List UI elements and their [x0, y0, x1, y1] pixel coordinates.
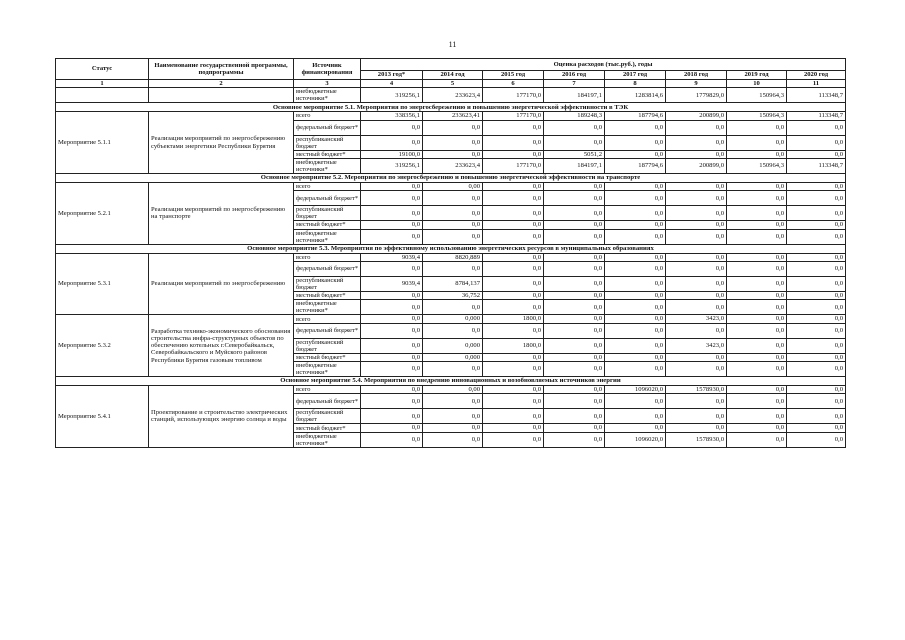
value-cell: 9039,4: [361, 276, 423, 291]
value-cell: 0,0: [361, 409, 423, 424]
value-cell: 0,0: [605, 424, 666, 432]
source-cell: республиканский бюджет: [294, 276, 361, 291]
value-cell: 0,0: [727, 300, 787, 315]
value-cell: 0,0: [605, 353, 666, 361]
value-cell: 0,0: [544, 432, 605, 447]
value-cell: 150964,3: [727, 158, 787, 173]
value-cell: 0,0: [423, 261, 483, 276]
value-cell: 0,0: [361, 432, 423, 447]
name-cell: Реализация мероприятий по энергосбережению на транспорте: [149, 183, 294, 245]
value-cell: 0,0: [361, 338, 423, 353]
column-number: 2: [149, 80, 294, 88]
value-cell: 0,0: [544, 261, 605, 276]
value-cell: 0,000: [423, 315, 483, 323]
value-cell: 113348,7: [787, 112, 846, 120]
value-cell: 0,0: [361, 183, 423, 191]
value-cell: 0,0: [483, 300, 544, 315]
value-cell: 0,0: [483, 221, 544, 229]
column-number: 3: [294, 80, 361, 88]
section-title: Основное мероприятие 5.4. Мероприятия по внедрению инновационных и возобновляемых источников энергии: [56, 377, 846, 386]
value-cell: 0,0: [605, 150, 666, 158]
value-cell: 0,0: [666, 183, 727, 191]
value-cell: 0,0: [666, 221, 727, 229]
value-cell: 233623,41: [423, 112, 483, 120]
value-cell: 0,0: [361, 323, 423, 338]
value-cell: 8784,137: [423, 276, 483, 291]
status-cell: [56, 88, 149, 103]
table-body: [56, 59, 846, 448]
value-cell: 0,0: [544, 353, 605, 361]
column-number: 10: [727, 80, 787, 88]
value-cell: 0,0: [483, 353, 544, 361]
value-cell: 0,0: [544, 300, 605, 315]
value-cell: 0,0: [787, 253, 846, 261]
value-cell: 8820,889: [423, 253, 483, 261]
value-cell: 0,0: [727, 338, 787, 353]
header-program-name: Наименование государственной программы, подпрограммы: [149, 59, 294, 80]
value-cell: 0,0: [787, 424, 846, 432]
value-cell: 1800,0: [483, 315, 544, 323]
source-cell: всего: [294, 253, 361, 261]
value-cell: 0,0: [423, 323, 483, 338]
column-number: 1: [56, 80, 149, 88]
source-cell: всего: [294, 386, 361, 394]
value-cell: 0,0: [666, 323, 727, 338]
value-cell: 0,0: [423, 135, 483, 150]
value-cell: 0,0: [666, 276, 727, 291]
name-cell: Реализация мероприятий по энергосбережению: [149, 253, 294, 315]
page-number: 11: [448, 40, 457, 49]
value-cell: 0,0: [727, 315, 787, 323]
value-cell: 0,0: [361, 315, 423, 323]
value-cell: 0,0: [727, 150, 787, 158]
value-cell: 0,0: [423, 409, 483, 424]
value-cell: 0,0: [544, 253, 605, 261]
value-cell: 177170,0: [483, 158, 544, 173]
value-cell: 0,0: [423, 394, 483, 409]
value-cell: 0,0: [605, 276, 666, 291]
value-cell: 113348,7: [787, 88, 846, 103]
value-cell: 189248,3: [544, 112, 605, 120]
value-cell: 184197,1: [544, 158, 605, 173]
value-cell: 0,0: [483, 323, 544, 338]
value-cell: 0,0: [605, 183, 666, 191]
name-cell: Проектирование и строительство электрических станций, использующих энергию солнца и воды: [149, 386, 294, 448]
value-cell: 0,0: [787, 386, 846, 394]
table-row: [56, 88, 846, 103]
value-cell: 0,0: [544, 394, 605, 409]
table-row: [56, 183, 846, 191]
value-cell: 0,0: [605, 120, 666, 135]
column-number: 4: [361, 80, 423, 88]
value-cell: 0,0: [483, 206, 544, 221]
status-cell: Мероприятие 5.4.1: [56, 386, 149, 448]
source-cell: местный бюджет*: [294, 221, 361, 229]
value-cell: 0,0: [544, 229, 605, 244]
value-cell: 0,0: [787, 362, 846, 377]
section-row: [56, 103, 846, 112]
value-cell: 0,0: [361, 386, 423, 394]
value-cell: 0,0: [544, 424, 605, 432]
section-title: Основное мероприятие 5.2. Мероприятия по энергосбережению и повышению энергетической эффективности на транспорте: [56, 174, 846, 183]
value-cell: 0,0: [483, 120, 544, 135]
column-number: 11: [787, 80, 846, 88]
value-cell: 0,0: [666, 206, 727, 221]
value-cell: 0,0: [483, 135, 544, 150]
value-cell: 0,0: [605, 394, 666, 409]
value-cell: 0,0: [605, 221, 666, 229]
name-cell: Разработка технико-экономического обоснования строительства инфра-структурных объектов по обеспечению котельных г.Северобайкальск, Северобайкальского и Муйского районов Республики Бурятия газовым топливом: [149, 315, 294, 377]
value-cell: 0,0: [727, 191, 787, 206]
value-cell: 0,0: [544, 362, 605, 377]
value-cell: 0,0: [787, 191, 846, 206]
value-cell: 0,0: [605, 292, 666, 300]
source-cell: всего: [294, 112, 361, 120]
value-cell: 0,0: [666, 292, 727, 300]
source-cell: федеральный бюджет*: [294, 261, 361, 276]
value-cell: 0,0: [727, 221, 787, 229]
value-cell: 0,0: [361, 206, 423, 221]
value-cell: 0,0: [727, 229, 787, 244]
value-cell: 0,0: [361, 424, 423, 432]
value-cell: 0,0: [544, 338, 605, 353]
value-cell: 1779829,0: [666, 88, 727, 103]
value-cell: 36,752: [423, 292, 483, 300]
value-cell: 0,0: [727, 206, 787, 221]
expenditure-table: [55, 58, 846, 448]
value-cell: 0,0: [787, 300, 846, 315]
value-cell: 0,0: [605, 229, 666, 244]
value-cell: 0,0: [544, 183, 605, 191]
value-cell: 0,0: [787, 353, 846, 361]
column-number: 6: [483, 80, 544, 88]
value-cell: 233623,4: [423, 88, 483, 103]
value-cell: 1096020,0: [605, 386, 666, 394]
source-cell: внебюджетные источники*: [294, 229, 361, 244]
name-cell: Реализация мероприятий по энергосбережению субъектами энергетики Республики Бурятия: [149, 112, 294, 174]
value-cell: 0,0: [727, 409, 787, 424]
value-cell: 0,0: [727, 353, 787, 361]
value-cell: 0,0: [483, 292, 544, 300]
value-cell: 0,0: [787, 150, 846, 158]
value-cell: 0,0: [483, 150, 544, 158]
value-cell: 0,0: [727, 386, 787, 394]
value-cell: 0,0: [361, 135, 423, 150]
value-cell: 0,0: [666, 150, 727, 158]
value-cell: 0,0: [483, 362, 544, 377]
value-cell: 0,0: [787, 229, 846, 244]
status-cell: Мероприятие 5.3.1: [56, 253, 149, 315]
value-cell: 1578930,0: [666, 386, 727, 394]
value-cell: 0,0: [423, 221, 483, 229]
source-cell: внебюджетные источники*: [294, 362, 361, 377]
value-cell: 0,0: [605, 323, 666, 338]
value-cell: 319256,1: [361, 158, 423, 173]
column-number-row: [56, 80, 846, 88]
value-cell: 0,0: [727, 432, 787, 447]
value-cell: 0,0: [787, 292, 846, 300]
header-estimate: Оценка расходов (тыс.руб.), годы: [361, 59, 846, 71]
source-cell: внебюджетные источники*: [294, 158, 361, 173]
value-cell: 0,0: [727, 183, 787, 191]
source-cell: местный бюджет*: [294, 150, 361, 158]
value-cell: 0,00: [423, 183, 483, 191]
value-cell: 0,0: [544, 135, 605, 150]
value-cell: 0,0: [544, 276, 605, 291]
value-cell: 0,0: [727, 362, 787, 377]
value-cell: 0,0: [544, 292, 605, 300]
year-header: 2015 год: [483, 71, 544, 80]
value-cell: 0,0: [423, 206, 483, 221]
source-cell: местный бюджет*: [294, 424, 361, 432]
value-cell: 0,0: [483, 183, 544, 191]
value-cell: 0,0: [544, 120, 605, 135]
source-cell: республиканский бюджет: [294, 338, 361, 353]
value-cell: 0,0: [787, 120, 846, 135]
value-cell: 0,0: [483, 229, 544, 244]
value-cell: 0,0: [787, 135, 846, 150]
source-cell: внебюджетные источники*: [294, 300, 361, 315]
value-cell: 0,0: [666, 394, 727, 409]
value-cell: 0,0: [605, 315, 666, 323]
value-cell: 0,000: [423, 338, 483, 353]
value-cell: 0,0: [483, 261, 544, 276]
header-status: Статус: [56, 59, 149, 80]
value-cell: 0,0: [787, 432, 846, 447]
value-cell: 0,0: [361, 353, 423, 361]
value-cell: 0,0: [483, 409, 544, 424]
status-cell: Мероприятие 5.3.2: [56, 315, 149, 377]
year-header: 2014 год: [423, 71, 483, 80]
column-number: 5: [423, 80, 483, 88]
name-cell: [149, 88, 294, 103]
value-cell: 0,0: [423, 432, 483, 447]
value-cell: 0,0: [361, 191, 423, 206]
value-cell: 3423,0: [666, 315, 727, 323]
value-cell: 0,0: [361, 221, 423, 229]
value-cell: 0,0: [605, 362, 666, 377]
header-row: [56, 59, 846, 71]
year-header: 2016 год: [544, 71, 605, 80]
value-cell: 0,0: [483, 386, 544, 394]
column-number: 7: [544, 80, 605, 88]
value-cell: 0,0: [666, 353, 727, 361]
value-cell: 0,0: [483, 276, 544, 291]
source-cell: республиканский бюджет: [294, 135, 361, 150]
value-cell: 187794,6: [605, 112, 666, 120]
value-cell: 0,0: [727, 394, 787, 409]
value-cell: 0,0: [727, 276, 787, 291]
table-row: [56, 315, 846, 323]
value-cell: 0,0: [787, 206, 846, 221]
value-cell: 0,0: [544, 221, 605, 229]
value-cell: 187794,6: [605, 158, 666, 173]
value-cell: 0,0: [787, 276, 846, 291]
year-header: 2017 год: [605, 71, 666, 80]
value-cell: 0,0: [787, 183, 846, 191]
value-cell: 113348,7: [787, 158, 846, 173]
value-cell: 0,00: [423, 386, 483, 394]
value-cell: 0,0: [483, 394, 544, 409]
value-cell: 0,0: [361, 229, 423, 244]
value-cell: 5051,2: [544, 150, 605, 158]
value-cell: 0,0: [361, 292, 423, 300]
value-cell: 0,0: [666, 229, 727, 244]
value-cell: 0,0: [483, 253, 544, 261]
section-title: Основное мероприятие 5.3. Мероприятия по эффективному использованию энергетических ресурсов в муниципальных образованиях: [56, 244, 846, 253]
year-header: 2020 год: [787, 71, 846, 80]
value-cell: 338356,1: [361, 112, 423, 120]
value-cell: 0,0: [666, 135, 727, 150]
value-cell: 184197,1: [544, 88, 605, 103]
value-cell: 0,0: [423, 191, 483, 206]
value-cell: 0,0: [423, 120, 483, 135]
source-cell: федеральный бюджет*: [294, 120, 361, 135]
value-cell: 0,0: [666, 120, 727, 135]
value-cell: 1800,0: [483, 338, 544, 353]
value-cell: 0,000: [423, 353, 483, 361]
section-row: [56, 244, 846, 253]
value-cell: 150964,3: [727, 88, 787, 103]
source-cell: федеральный бюджет*: [294, 191, 361, 206]
value-cell: 0,0: [787, 315, 846, 323]
table-row: [56, 112, 846, 120]
table-row: [56, 386, 846, 394]
value-cell: 0,0: [423, 362, 483, 377]
value-cell: 0,0: [666, 191, 727, 206]
value-cell: 0,0: [666, 362, 727, 377]
value-cell: 0,0: [605, 135, 666, 150]
value-cell: 200899,0: [666, 158, 727, 173]
value-cell: 0,0: [787, 338, 846, 353]
value-cell: 177170,0: [483, 112, 544, 120]
value-cell: 0,0: [544, 315, 605, 323]
value-cell: 1578930,0: [666, 432, 727, 447]
value-cell: 0,0: [544, 191, 605, 206]
source-cell: республиканский бюджет: [294, 409, 361, 424]
status-cell: Мероприятие 5.2.1: [56, 183, 149, 245]
value-cell: 0,0: [361, 362, 423, 377]
value-cell: 0,0: [666, 300, 727, 315]
source-cell: федеральный бюджет*: [294, 323, 361, 338]
value-cell: 0,0: [361, 300, 423, 315]
value-cell: 3423,0: [666, 338, 727, 353]
value-cell: 0,0: [727, 424, 787, 432]
value-cell: 150964,3: [727, 112, 787, 120]
value-cell: 0,0: [361, 261, 423, 276]
table-row: [56, 253, 846, 261]
value-cell: 1096020,0: [605, 432, 666, 447]
source-cell: федеральный бюджет*: [294, 394, 361, 409]
value-cell: 0,0: [423, 300, 483, 315]
value-cell: 0,0: [666, 424, 727, 432]
value-cell: 0,0: [727, 253, 787, 261]
value-cell: 0,0: [727, 120, 787, 135]
source-cell: местный бюджет*: [294, 353, 361, 361]
value-cell: 0,0: [605, 206, 666, 221]
value-cell: 0,0: [544, 386, 605, 394]
value-cell: 0,0: [787, 394, 846, 409]
value-cell: 0,0: [787, 221, 846, 229]
value-cell: 0,0: [605, 409, 666, 424]
value-cell: 0,0: [361, 120, 423, 135]
section-title: Основное мероприятие 5.1. Мероприятия по энергосбережению и повышению энергетической эффективности в ТЭК: [56, 103, 846, 112]
value-cell: 0,0: [666, 261, 727, 276]
source-cell: внебюджетные источники*: [294, 432, 361, 447]
value-cell: 0,0: [605, 261, 666, 276]
value-cell: 0,0: [605, 191, 666, 206]
column-number: 9: [666, 80, 727, 88]
value-cell: 0,0: [605, 253, 666, 261]
source-cell: внебюджетные источники*: [294, 88, 361, 103]
status-cell: Мероприятие 5.1.1: [56, 112, 149, 174]
value-cell: 0,0: [787, 261, 846, 276]
value-cell: 319256,1: [361, 88, 423, 103]
value-cell: 0,0: [605, 338, 666, 353]
value-cell: 0,0: [727, 292, 787, 300]
source-cell: местный бюджет*: [294, 292, 361, 300]
value-cell: 0,0: [666, 253, 727, 261]
year-header: 2013 год*: [361, 71, 423, 80]
source-cell: всего: [294, 315, 361, 323]
value-cell: 0,0: [727, 323, 787, 338]
source-cell: республиканский бюджет: [294, 206, 361, 221]
year-header: 2018 год: [666, 71, 727, 80]
value-cell: 0,0: [727, 135, 787, 150]
value-cell: 0,0: [787, 323, 846, 338]
value-cell: 0,0: [483, 424, 544, 432]
value-cell: 233623,4: [423, 158, 483, 173]
value-cell: 0,0: [605, 300, 666, 315]
value-cell: 0,0: [483, 191, 544, 206]
value-cell: 0,0: [483, 432, 544, 447]
value-cell: 0,0: [544, 409, 605, 424]
header-source: Источник финансирования: [294, 59, 361, 80]
value-cell: 0,0: [544, 206, 605, 221]
value-cell: 0,0: [423, 424, 483, 432]
section-row: [56, 174, 846, 183]
value-cell: 9039,4: [361, 253, 423, 261]
value-cell: 0,0: [361, 394, 423, 409]
year-header: 2019 год: [727, 71, 787, 80]
section-row: [56, 377, 846, 386]
value-cell: 0,0: [666, 409, 727, 424]
value-cell: 0,0: [727, 261, 787, 276]
value-cell: 0,0: [544, 323, 605, 338]
value-cell: 0,0: [423, 229, 483, 244]
value-cell: 1283814,6: [605, 88, 666, 103]
value-cell: 177170,0: [483, 88, 544, 103]
source-cell: всего: [294, 183, 361, 191]
value-cell: 0,0: [787, 409, 846, 424]
column-number: 8: [605, 80, 666, 88]
value-cell: 0,0: [423, 150, 483, 158]
value-cell: 19100,0: [361, 150, 423, 158]
value-cell: 200899,0: [666, 112, 727, 120]
